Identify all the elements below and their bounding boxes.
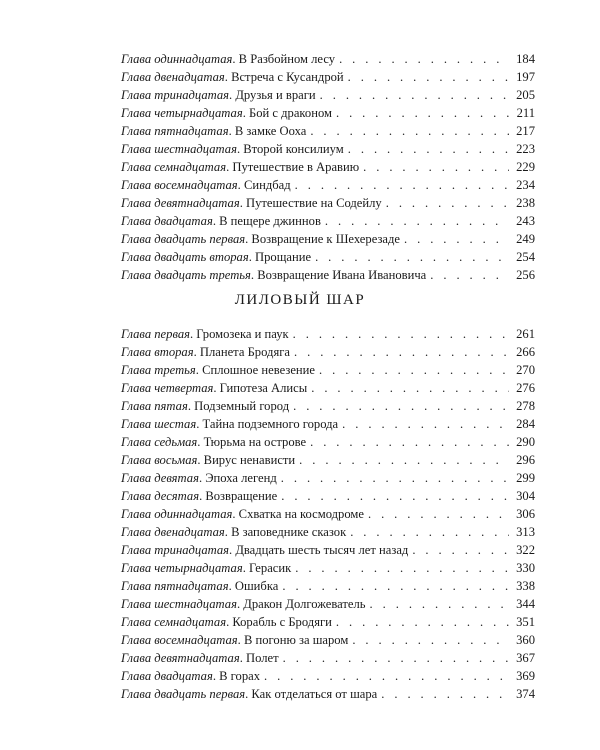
label-separator: . — [228, 124, 235, 138]
toc-entry — [121, 194, 535, 212]
chapter-label: Глава двенадцатая — [121, 70, 225, 84]
dot-leader — [370, 595, 509, 613]
label-separator: . — [250, 268, 258, 282]
toc-entry — [121, 613, 535, 631]
dot-leader — [412, 541, 509, 559]
chapter-label: Глава пятнадцатая — [121, 124, 229, 138]
label-separator: . — [242, 561, 249, 575]
chapter-title: Тайна подземного города — [202, 417, 339, 431]
chapter-label: Глава двадцатая — [121, 669, 213, 683]
chapter-title: Полет — [245, 651, 279, 665]
dot-leader — [325, 212, 509, 230]
dot-leader — [281, 469, 509, 487]
chapter-title: Эпоха легенд — [205, 471, 277, 485]
label-separator: . — [248, 250, 256, 264]
label-separator: . — [236, 597, 244, 611]
chapter-label: Глава двадцать первая — [121, 232, 246, 246]
toc-entry — [121, 158, 535, 176]
page-number: 234 — [516, 178, 535, 192]
toc-entry — [121, 685, 535, 703]
toc-entry — [121, 104, 535, 122]
page-number: 276 — [516, 381, 535, 395]
dot-leader — [264, 667, 509, 685]
chapter-title: Возвращение Ивана Ивановича — [257, 268, 427, 282]
chapter-title: В замке Ооха — [234, 124, 307, 138]
page-number: 256 — [516, 268, 535, 282]
toc-entry — [121, 266, 535, 284]
toc-entry — [121, 523, 535, 541]
label-separator: . — [213, 381, 220, 395]
page-number: 344 — [516, 597, 535, 611]
chapter-title: Бой с драконом — [248, 106, 332, 120]
page-number: 367 — [516, 651, 535, 665]
label-separator: . — [197, 435, 204, 449]
chapter-label: Глава пятнадцатая — [121, 579, 229, 593]
dot-leader — [283, 649, 509, 667]
chapter-label: Глава двадцатая — [121, 214, 213, 228]
label-separator: . — [193, 345, 200, 359]
toc-entry — [121, 559, 535, 577]
page-number: 322 — [516, 543, 535, 557]
dot-leader — [381, 685, 509, 703]
chapter-title: Громозека и паук — [196, 327, 289, 341]
label-separator: . — [226, 160, 233, 174]
chapter-label: Глава четырнадцатая — [121, 106, 243, 120]
chapter-title: В погоню за шаром — [243, 633, 349, 647]
chapter-title: Встреча с Кусандрой — [231, 70, 344, 84]
dot-leader — [310, 122, 509, 140]
toc-entry — [121, 50, 535, 68]
page-number: 351 — [516, 615, 535, 629]
chapter-label: Глава вторая — [121, 345, 194, 359]
chapter-label: Глава двадцать третья — [121, 268, 251, 282]
toc-entry — [121, 433, 535, 451]
chapter-title: Сплошное невезение — [202, 363, 315, 377]
label-separator: . — [245, 687, 252, 701]
page-number: 261 — [516, 327, 535, 341]
page-number: 184 — [516, 52, 535, 66]
toc-list-bottom — [121, 325, 535, 703]
label-separator: . — [237, 178, 244, 192]
chapter-title: В пещере джиннов — [219, 214, 321, 228]
label-separator: . — [198, 471, 206, 485]
dot-leader — [386, 194, 509, 212]
dot-leader — [339, 50, 509, 68]
chapter-title: Путешествие на Содейлу — [245, 196, 382, 210]
label-separator: . — [229, 543, 236, 557]
label-separator: . — [228, 579, 235, 593]
page-number: 266 — [516, 345, 535, 359]
toc-entry — [121, 487, 535, 505]
toc-entry — [121, 325, 535, 343]
label-separator: . — [236, 142, 244, 156]
label-separator: . — [239, 651, 246, 665]
page-number: 238 — [516, 196, 535, 210]
toc-entry — [121, 667, 535, 685]
page-number: 290 — [516, 435, 535, 449]
toc-entry — [121, 86, 535, 104]
dot-leader — [368, 505, 509, 523]
page-number: 369 — [516, 669, 535, 683]
toc-list-top — [121, 50, 535, 284]
page-number: 249 — [516, 232, 535, 246]
page-number: 243 — [516, 214, 535, 228]
chapter-label: Глава двенадцатая — [121, 525, 225, 539]
chapter-title: Возвращение — [205, 489, 278, 503]
page-number: 374 — [516, 687, 535, 701]
page-number: 306 — [516, 507, 535, 521]
dot-leader — [342, 415, 509, 433]
chapter-title: Возвращение к Шехерезаде — [251, 232, 401, 246]
chapter-label: Глава пятая — [121, 399, 188, 413]
dot-leader — [310, 433, 509, 451]
page-number: 330 — [516, 561, 535, 575]
toc-entry — [121, 230, 535, 248]
toc-entry — [121, 176, 535, 194]
label-separator: . — [189, 327, 197, 341]
chapter-title: Двадцать шесть тысяч лет назад — [235, 543, 409, 557]
chapter-label: Глава восемнадцатая — [121, 178, 238, 192]
chapter-label: Глава тринадцатая — [121, 543, 230, 557]
dot-leader — [319, 361, 509, 379]
label-separator: . — [239, 196, 246, 210]
chapter-label: Глава одиннадцатая — [121, 52, 233, 66]
chapter-title: Дракон Долгожеватель — [243, 597, 366, 611]
page-number: 284 — [516, 417, 535, 431]
chapter-label: Глава третья — [121, 363, 196, 377]
toc-entry — [121, 577, 535, 595]
chapter-title: Герасик — [248, 561, 292, 575]
dot-leader — [294, 343, 509, 361]
chapter-label: Глава семнадцатая — [121, 160, 227, 174]
chapter-title: Синдбад — [243, 178, 291, 192]
dot-leader — [320, 86, 509, 104]
dot-leader — [404, 230, 509, 248]
chapter-label: Глава девятая — [121, 471, 199, 485]
chapter-title: В Разбойном лесу — [238, 52, 336, 66]
chapter-label: Глава девятнадцатая — [121, 196, 240, 210]
chapter-label: Глава десятая — [121, 489, 200, 503]
dot-leader — [293, 397, 509, 415]
label-separator: . — [232, 507, 239, 521]
chapter-label: Глава восемнадцатая — [121, 633, 238, 647]
page-number: 296 — [516, 453, 535, 467]
chapter-label: Глава шестая — [121, 417, 197, 431]
dot-leader — [336, 613, 509, 631]
dot-leader — [348, 140, 509, 158]
toc-entry — [121, 469, 535, 487]
dot-leader — [430, 266, 509, 284]
chapter-label: Глава тринадцатая — [121, 88, 230, 102]
page-number: 360 — [516, 633, 535, 647]
toc-entry — [121, 631, 535, 649]
chapter-label: Глава девятнадцатая — [121, 651, 240, 665]
dot-leader — [315, 248, 509, 266]
toc-entry — [121, 397, 535, 415]
chapter-title: Корабль с Бродяги — [232, 615, 332, 629]
toc-entry — [121, 595, 535, 613]
toc-entry — [121, 122, 535, 140]
page-number: 223 — [516, 142, 535, 156]
dot-leader — [299, 451, 509, 469]
label-separator: . — [212, 214, 220, 228]
label-separator: . — [229, 88, 236, 102]
page-number: 278 — [516, 399, 535, 413]
label-separator: . — [226, 615, 233, 629]
dot-leader — [311, 379, 509, 397]
chapter-title: Схватка на космодроме — [238, 507, 364, 521]
dot-leader — [363, 158, 509, 176]
chapter-title: Прощание — [255, 250, 312, 264]
page-number: 229 — [516, 160, 535, 174]
chapter-label: Глава четырнадцатая — [121, 561, 243, 575]
label-separator: . — [212, 669, 220, 683]
chapter-label: Глава двадцать вторая — [121, 250, 249, 264]
chapter-title: Второй консилиум — [243, 142, 344, 156]
chapter-title: В заповеднике сказок — [231, 525, 347, 539]
chapter-title: Путешествие в Аравию — [232, 160, 360, 174]
label-separator: . — [196, 417, 203, 431]
toc-entry — [121, 68, 535, 86]
toc-entry — [121, 541, 535, 559]
toc-entry — [121, 379, 535, 397]
chapter-label: Глава двадцать первая — [121, 687, 246, 701]
dot-leader — [293, 325, 509, 343]
label-separator: . — [187, 399, 195, 413]
dot-leader — [352, 631, 509, 649]
label-separator: . — [232, 52, 239, 66]
toc-entry — [121, 361, 535, 379]
toc-entry — [121, 248, 535, 266]
chapter-label: Глава шестнадцатая — [121, 142, 237, 156]
dot-leader — [295, 559, 509, 577]
chapter-label: Глава семнадцатая — [121, 615, 227, 629]
page-number: 205 — [516, 88, 535, 102]
chapter-label: Глава шестнадцатая — [121, 597, 237, 611]
chapter-title: Планета Бродяга — [199, 345, 290, 359]
chapter-title: Друзья и враги — [235, 88, 316, 102]
toc-entry — [121, 212, 535, 230]
dot-leader — [281, 487, 509, 505]
label-separator: . — [245, 232, 252, 246]
chapter-title: Вирус ненависти — [203, 453, 296, 467]
chapter-label: Глава седьмая — [121, 435, 198, 449]
toc-entry — [121, 415, 535, 433]
toc-entry — [121, 140, 535, 158]
chapter-title: Тюрьма на острове — [203, 435, 307, 449]
page-number: 254 — [516, 250, 535, 264]
toc-entry — [121, 649, 535, 667]
chapter-title: Гипотеза Алисы — [219, 381, 308, 395]
page-number: 197 — [516, 70, 535, 84]
dot-leader — [350, 523, 509, 541]
label-separator: . — [197, 453, 204, 467]
dot-leader — [295, 176, 509, 194]
chapter-label: Глава одиннадцатая — [121, 507, 233, 521]
chapter-title: Как отделаться от шара — [251, 687, 378, 701]
chapter-title: Ошибка — [234, 579, 279, 593]
page-number: 299 — [516, 471, 535, 485]
dot-leader — [348, 68, 509, 86]
page-number: 338 — [516, 579, 535, 593]
section-title: ЛИЛОВЫЙ ШАР — [234, 292, 366, 308]
toc-entry — [121, 505, 535, 523]
chapter-title: В горах — [219, 669, 261, 683]
page-number: 313 — [516, 525, 535, 539]
chapter-title: Подземный город — [194, 399, 290, 413]
label-separator: . — [195, 363, 203, 377]
page-number: 270 — [516, 363, 535, 377]
toc-entry — [121, 451, 535, 469]
label-separator: . — [237, 633, 244, 647]
chapter-label: Глава четвертая — [121, 381, 214, 395]
toc-entry — [121, 343, 535, 361]
page-number: 304 — [516, 489, 535, 503]
dot-leader — [336, 104, 509, 122]
label-separator: . — [242, 106, 249, 120]
label-separator: . — [224, 70, 232, 84]
chapter-label: Глава первая — [121, 327, 190, 341]
page-number: 217 — [516, 124, 535, 138]
page-number: 211 — [516, 106, 535, 120]
label-separator: . — [224, 525, 232, 539]
label-separator: . — [199, 489, 206, 503]
dot-leader — [282, 577, 509, 595]
chapter-label: Глава восьмая — [121, 453, 198, 467]
